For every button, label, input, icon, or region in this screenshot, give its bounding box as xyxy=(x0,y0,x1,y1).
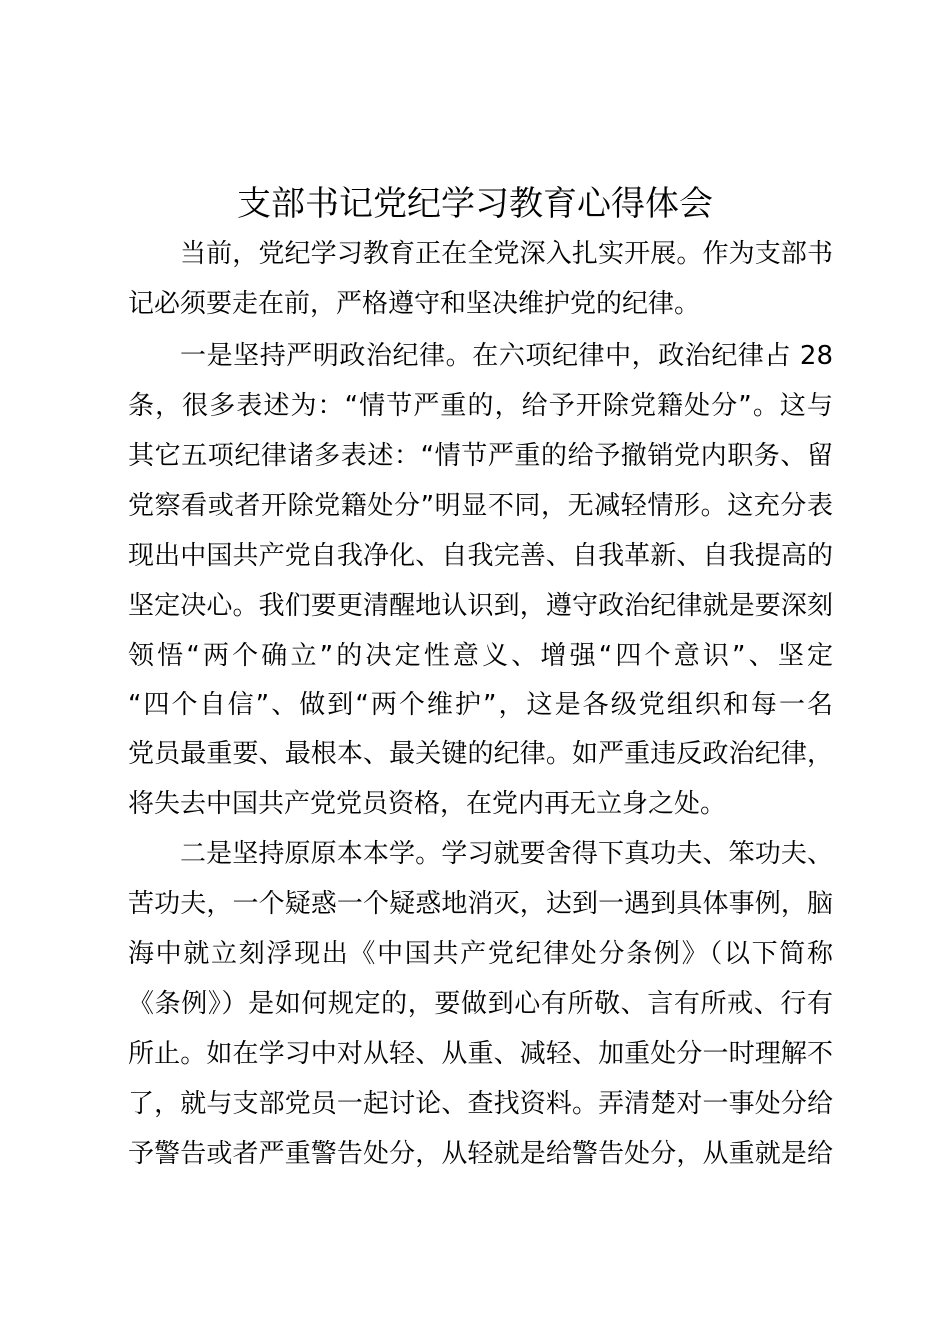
paragraph-3-line-1: 二是坚持原原本本学。学习就要舍得下真功夫、笨功夫、 xyxy=(180,839,833,869)
paragraph-2-line-10: 将失去中国共产党党员资格，在党内再无立身之处。 xyxy=(128,789,727,819)
paragraph-2-line-6: 坚定决心。我们要更清醒地认识到，遵守政治纪律就是要深刻 xyxy=(128,591,833,621)
paragraph-3-line-5: 所止。如在学习中对从轻、从重、减轻、加重处分一时理解不 xyxy=(128,1039,833,1069)
paragraph-2-line-3: 其它五项纪律诸多表述：“情节严重的给予撤销党内职务、留 xyxy=(128,441,833,471)
paragraph-3-line-7: 予警告或者严重警告处分，从轻就是给警告处分，从重就是给 xyxy=(128,1139,833,1169)
paragraph-2-line-7: 领悟“两个确立”的决定性意义、增强“四个意识”、坚定 xyxy=(128,641,833,671)
paragraph-3-line-4: 《条例》）是如何规定的，要做到心有所敬、言有所戒、行有 xyxy=(128,989,833,1019)
paragraph-2-line-8: “四个自信”、做到“两个维护”，这是各级党组织和每一名 xyxy=(128,690,833,720)
paragraph-3-line-3: 海中就立刻浮现出《中国共产党纪律处分条例》（以下简称 xyxy=(128,939,833,969)
paragraph-2-line-2: 条，很多表述为：“情节严重的，给予开除党籍处分”。这与 xyxy=(128,391,833,421)
paragraph-2-line-1: 一是坚持严明政治纪律。在六项纪律中，政治纪律占 28 xyxy=(180,341,833,371)
paragraph-1-line-1: 当前，党纪学习教育正在全党深入扎实开展。作为支部书 xyxy=(180,239,833,269)
paragraph-2-line-9: 党员最重要、最根本、最关键的纪律。如严重违反政治纪律， xyxy=(128,739,833,769)
paragraph-2-line-4: 党察看或者开除党籍处分”明显不同，无减轻情形。这充分表 xyxy=(128,491,833,521)
paragraph-2-line-5: 现出中国共产党自我净化、自我完善、自我革新、自我提高的 xyxy=(128,541,833,571)
document-title: 支部书记党纪学习教育心得体会 xyxy=(237,184,713,224)
paragraph-3-line-2: 苦功夫，一个疑惑一个疑惑地消灭，达到一遇到具体事例，脑 xyxy=(128,889,833,919)
paragraph-3-line-6: 了，就与支部党员一起讨论、查找资料。弄清楚对一事处分给 xyxy=(128,1089,833,1119)
paragraph-1-line-2: 记必须要走在前，严格遵守和坚决维护党的纪律。 xyxy=(128,289,701,319)
